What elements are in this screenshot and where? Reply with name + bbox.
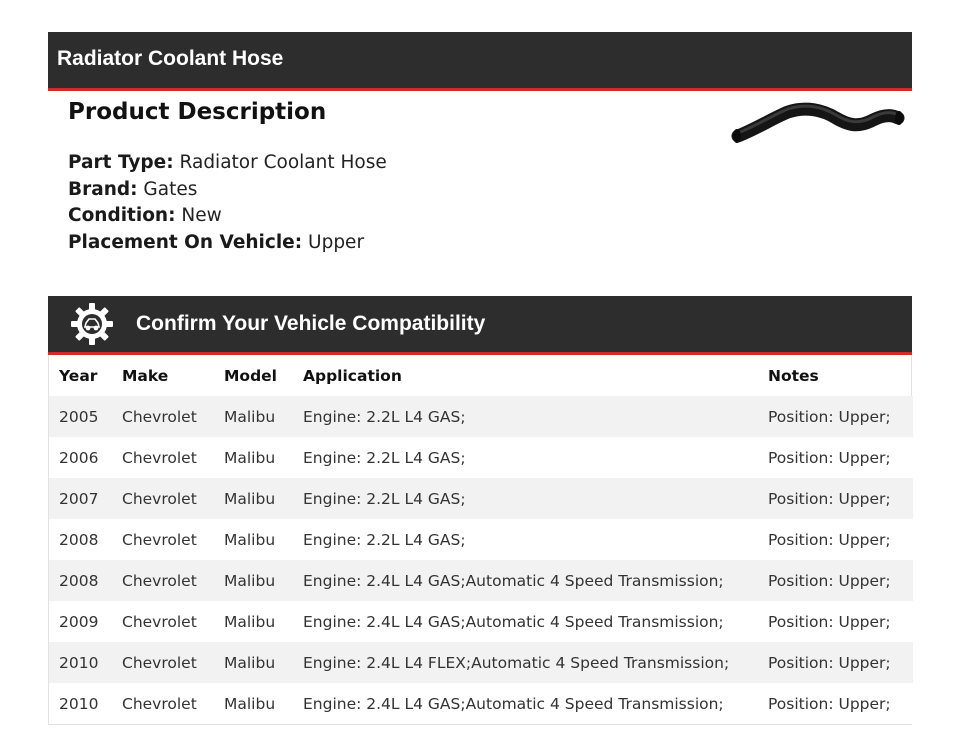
cell-year: 2009 [49, 601, 112, 642]
cell-application: Engine: 2.2L L4 GAS; [293, 478, 758, 519]
table-row [49, 642, 913, 683]
cell-notes: Position: Upper; [758, 601, 913, 642]
spec-value: Radiator Coolant Hose [179, 152, 387, 173]
cell-notes: Position: Upper; [758, 478, 913, 519]
cell-model: Malibu [214, 478, 293, 519]
spec-key: Condition: [68, 205, 176, 226]
spec-value: New [181, 205, 222, 226]
spec-row-condition [68, 203, 708, 230]
table-header-row [49, 355, 913, 396]
cell-model: Malibu [214, 601, 293, 642]
cell-year: 2010 [49, 683, 112, 724]
spec-key: Placement On Vehicle: [68, 231, 303, 253]
cell-application: Engine: 2.4L L4 GAS;Automatic 4 Speed Transmission; [293, 601, 758, 642]
cell-make: Chevrolet [112, 683, 214, 724]
column-header-model: Model [224, 366, 277, 385]
spec-value: Upper [308, 231, 365, 253]
compatibility-table [49, 355, 913, 724]
cell-model: Malibu [214, 560, 293, 601]
spec-row-brand [68, 177, 708, 204]
cell-year: 2008 [49, 560, 112, 601]
cell-make: Chevrolet [112, 560, 214, 601]
cell-application: Engine: 2.2L L4 GAS; [293, 437, 758, 478]
table-row [49, 560, 913, 601]
column-header-notes: Notes [768, 366, 819, 385]
table-row [49, 478, 913, 519]
cell-notes: Position: Upper; [758, 437, 913, 478]
product-title: Radiator Coolant Hose [57, 47, 284, 70]
table-row [49, 601, 913, 642]
cell-notes: Position: Upper; [758, 396, 913, 437]
radiator-hose-image[interactable] [728, 98, 908, 150]
cell-model: Malibu [214, 519, 293, 560]
cell-notes: Position: Upper; [758, 642, 913, 683]
spec-list [68, 150, 708, 256]
spec-row-placement [68, 230, 708, 257]
cell-notes: Position: Upper; [758, 560, 913, 601]
cell-application: Engine: 2.4L L4 GAS;Automatic 4 Speed Transmission; [293, 683, 758, 724]
compatibility-table-container [48, 355, 912, 725]
cell-year: 2008 [49, 519, 112, 560]
cell-make: Chevrolet [112, 478, 214, 519]
table-row [49, 683, 913, 724]
cell-make: Chevrolet [112, 437, 214, 478]
description-heading: Product Description [68, 99, 327, 125]
cell-model: Malibu [214, 683, 293, 724]
product-description-section [68, 96, 708, 256]
cell-application: Engine: 2.4L L4 FLEX;Automatic 4 Speed Transmission; [293, 642, 758, 683]
cell-year: 2006 [49, 437, 112, 478]
cell-notes: Position: Upper; [758, 519, 913, 560]
product-title-banner [48, 32, 912, 91]
spec-key: Brand: [68, 178, 138, 200]
cell-model: Malibu [214, 396, 293, 437]
compatibility-title: Confirm Your Vehicle Compatibility [136, 312, 486, 335]
spec-row-part-type [68, 150, 708, 177]
cell-model: Malibu [214, 642, 293, 683]
table-row [49, 437, 913, 478]
cell-application: Engine: 2.4L L4 GAS;Automatic 4 Speed Transmission; [293, 560, 758, 601]
cell-application: Engine: 2.2L L4 GAS; [293, 396, 758, 437]
table-row [49, 396, 913, 437]
cell-year: 2007 [49, 478, 112, 519]
column-header-make: Make [122, 366, 169, 385]
column-header-application: Application [303, 366, 402, 385]
cell-make: Chevrolet [112, 519, 214, 560]
cell-year: 2010 [49, 642, 112, 683]
cell-make: Chevrolet [112, 396, 214, 437]
gear-car-icon [70, 302, 114, 346]
table-row [49, 519, 913, 560]
cell-notes: Position: Upper; [758, 683, 913, 724]
column-header-year: Year [59, 366, 98, 385]
compatibility-banner [48, 296, 912, 355]
cell-application: Engine: 2.2L L4 GAS; [293, 519, 758, 560]
cell-make: Chevrolet [112, 601, 214, 642]
cell-model: Malibu [214, 437, 293, 478]
cell-make: Chevrolet [112, 642, 214, 683]
spec-key: Part Type: [68, 152, 174, 173]
cell-year: 2005 [49, 396, 112, 437]
spec-value: Gates [143, 178, 198, 200]
